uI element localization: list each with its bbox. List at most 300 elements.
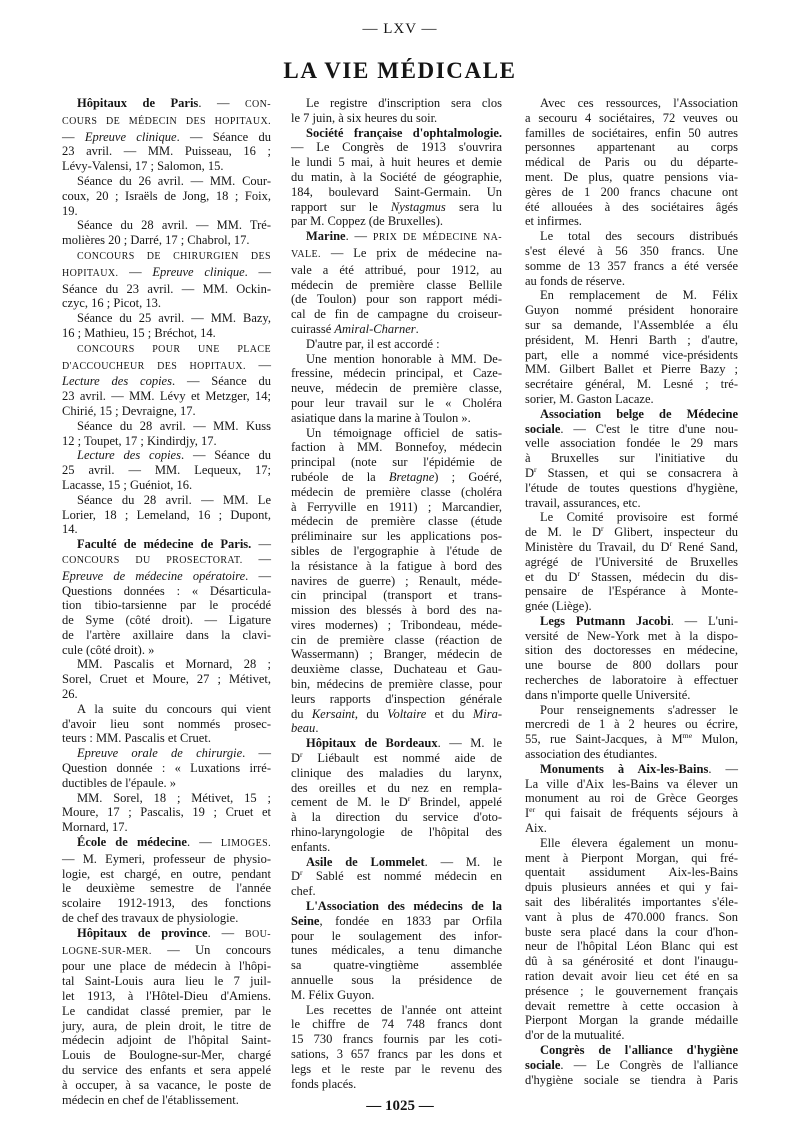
paragraph	[62, 248, 271, 311]
text-line: de chef des travaux de physiologie.	[62, 911, 239, 926]
small-caps-run: D'ACCOUCHEUR DES HOPITAUX.	[62, 360, 246, 372]
small-caps-run: CON-	[244, 99, 271, 110]
text-run: Mulon,	[692, 732, 738, 747]
text-line: 12 ; Toupet, 17 ; Kindirdjy, 17.	[62, 433, 217, 448]
text-line: fonds placés.	[291, 1076, 357, 1091]
text-line	[291, 707, 502, 722]
text-line: la résistance à la fatigue à bord des	[291, 558, 502, 573]
text-line: dans n'importe quelle Université.	[525, 687, 691, 702]
text-line: Le registre d'inscription sera clos	[306, 96, 502, 110]
text-line: présence ; le gouvernement français	[525, 983, 738, 998]
text-line: le lundi 5 mai, à huit heures et demie	[291, 155, 502, 170]
superscript: r	[407, 794, 411, 804]
section-heading: Hôpitaux de Bordeaux	[306, 736, 438, 751]
text-line: Elle élevera également un monu-	[540, 835, 738, 850]
emphasis: Epreuve de médecine opératoire	[62, 568, 246, 583]
text-line	[525, 1043, 738, 1058]
text-run: et du	[426, 706, 473, 721]
text-line: mission des blessés à bord des na-	[291, 603, 502, 618]
page-folio: — LXV —	[362, 21, 438, 37]
section-heading: Hôpitaux de province	[77, 925, 208, 940]
text-line: travail, assurances, etc.	[525, 495, 641, 510]
text-line: Pour renseignements s'adresser le	[540, 702, 738, 717]
text-line: médecin de première classe (choléra	[291, 484, 502, 499]
text-run: — Un concours	[151, 942, 271, 957]
text-line	[525, 570, 738, 585]
paragraph	[525, 229, 738, 288]
emphasis: Mira-	[472, 706, 503, 721]
emphasis: Lecture des copies	[77, 448, 181, 463]
emphasis: Bretagne	[388, 469, 435, 484]
text-run: . —	[207, 925, 245, 940]
paragraph	[291, 352, 502, 426]
text-line: Question donnée : « Luxations irré-	[62, 761, 271, 776]
text-line	[62, 552, 271, 569]
text-line: Sorel, Cruet et Moure, 27 ; Métivet,	[62, 672, 271, 687]
emphasis: Amiral-Charner	[334, 321, 416, 336]
text-line: pour leur travail sur le « Choléra	[291, 395, 502, 410]
text-line: quentait assidument Aix-les-Bains	[525, 865, 738, 880]
superscript: me	[682, 731, 693, 741]
text-line: coux, 20 ; Israëls de Jong, 18 ; Foix,	[62, 188, 271, 203]
text-line: Lacasse, 15 ; Guéniot, 16.	[62, 477, 193, 492]
text-line: Moure, 17 ; Pascalis, 19 ; Cruet et	[62, 805, 271, 820]
text-line: enfants.	[291, 839, 331, 854]
text-line: principal (note sur l'épidémie de	[291, 455, 502, 470]
text-line: ductibles de l'épaule. »	[62, 775, 177, 790]
text-line: sait des libéralités importantes s'éle-	[525, 895, 738, 910]
text-line	[525, 806, 738, 821]
text-line: neuve, médecin de première classe,	[291, 381, 502, 396]
section-heading: sociale	[525, 1057, 561, 1072]
section-heading: Asile de Lommelet	[306, 854, 425, 869]
text-line: ment. De plus, quatre pensions via-	[525, 169, 738, 184]
text-line: médecin en chef de l'établissement.	[62, 1092, 239, 1107]
text-run: Stassen, et qui se consacrera à	[536, 465, 738, 480]
text-line: 184, boulevard Saint-Germain. Un	[291, 184, 502, 199]
text-line: à occuper, à sa vacance, le poste de	[62, 1077, 271, 1092]
text-run: . —	[186, 835, 221, 850]
text-line	[291, 322, 502, 337]
text-line: — M. Eymeri, professeur de physio-	[62, 851, 271, 866]
text-line: La ville d'Aix les-Bains va élever un	[525, 776, 738, 791]
text-line: versité de New-York met à la dispo-	[525, 628, 738, 643]
text-line: par M. Coppez (de Bruxelles).	[291, 214, 444, 229]
text-line	[525, 466, 738, 481]
text-line	[62, 448, 271, 463]
text-line	[291, 751, 502, 766]
text-line: — Le Congrès de 1913 s'ouvrira	[291, 140, 502, 155]
text-line: ment à Pierpont Morgan, qui fré-	[525, 850, 738, 865]
text-line: tunes médicales, a tenu dimanche	[291, 943, 502, 958]
paragraph	[525, 407, 738, 511]
text-line: au fonds de réserve.	[525, 273, 625, 288]
text-line: chef.	[291, 884, 316, 899]
paragraph	[291, 426, 502, 737]
text-line: sations, 3 657 francs par les dons et	[291, 1047, 502, 1061]
text-run: . —	[242, 746, 272, 761]
paragraph	[525, 762, 738, 836]
section-heading: Société française d'ophtalmologie.	[306, 125, 502, 140]
text-line: de l'artère axillaire dans la clavi-	[62, 627, 271, 642]
paragraph	[525, 703, 738, 762]
text-line: s'est élevé à 56 350 francs. Une	[525, 243, 738, 258]
text-line: 16 ; Mathieu, 15 ; Bréchot, 14.	[62, 325, 216, 340]
paragraph	[62, 702, 271, 746]
text-line	[291, 914, 502, 929]
text-line: une bourse de 800 dollars pour	[525, 658, 738, 673]
text-run: Ministère du Travail, du D	[525, 539, 670, 554]
text-line: à Bruxelles sur l'initiative du	[525, 451, 738, 466]
column-1	[62, 96, 271, 1107]
text-line: président, M. Henri Barth ; d'autre,	[525, 332, 738, 347]
text-line: clinique des maladies du larynx,	[291, 765, 502, 780]
paragraph	[525, 288, 738, 406]
text-line: scolaire 1912-1913, des fonctions	[62, 896, 271, 911]
paragraph	[291, 229, 502, 337]
text-run: . —	[708, 761, 738, 776]
text-line: Les recettes de l'année ont atteint	[306, 1002, 502, 1017]
emphasis: Nystagmus	[390, 199, 446, 214]
paragraph	[525, 1043, 738, 1087]
text-line: sibles de l'ergographie à l'étude de	[291, 543, 502, 558]
text-line: dû à sa générosité et dont l'inaugu-	[525, 954, 738, 969]
text-line	[62, 835, 271, 852]
text-line	[525, 732, 738, 747]
section-heading: Association belge de Médecine	[540, 406, 738, 421]
text-line	[62, 569, 271, 584]
text-line	[291, 246, 502, 263]
text-line: sur sa demande, l'Assemblée a élu	[525, 317, 738, 332]
text-line: le deuxième semestre de l'année	[62, 881, 271, 896]
text-line: à Ferryville en 1911) ; Marcandier,	[291, 499, 502, 514]
paragraph	[62, 746, 271, 790]
small-caps-run: CONCOURS DU PROSECTORAT.	[62, 554, 243, 566]
paragraph	[525, 96, 738, 229]
text-line: somme de 13 357 francs a été versée	[525, 258, 738, 273]
emphasis: Epreuve orale de chirurgie	[77, 746, 243, 761]
text-run: Sablé est nommé médecin en	[302, 869, 502, 884]
paragraph	[62, 174, 271, 218]
emphasis: Epreuve clinique	[84, 129, 177, 144]
text-run: —	[62, 129, 85, 144]
text-line: MM. Pascalis et Mornard, 28 ;	[77, 657, 271, 672]
text-line: legs et le reste par le revenu des	[291, 1061, 502, 1076]
text-line: d'hygiène sociale se tiendra à Paris	[525, 1072, 738, 1087]
text-line: vires modernes) ; Tribondeau, méde-	[291, 617, 502, 632]
small-caps-run: CONCOURS DE CHIRURGIEN DES	[77, 250, 271, 262]
text-line: MM. Sorel, 18 ; Métivet, 15 ;	[77, 790, 271, 805]
text-line	[525, 614, 738, 629]
paragraph	[525, 510, 738, 614]
text-run: rapport sur le	[291, 199, 391, 214]
text-line: cal de fin de campagne du croiseur-	[291, 307, 502, 322]
text-line: médecin de première classe (étude	[291, 514, 502, 529]
text-line	[291, 200, 502, 215]
text-run: Glibert, inspecteur du	[603, 525, 738, 540]
text-line	[525, 525, 738, 540]
text-line: pensaire de l'Espérance à Monte-	[525, 584, 738, 599]
text-line: l'étude de toutes questions d'hygiène,	[525, 480, 738, 495]
text-line: 23 avril. — MM. Puisseau, 16 ;	[62, 144, 271, 159]
text-line: d'or de la mutualité.	[525, 1028, 625, 1043]
text-line: 14.	[62, 522, 78, 537]
text-line: bin, médecins de première classe, pour	[291, 677, 502, 692]
text-line: secrétaire général, M. Lesné ; tré-	[525, 377, 738, 392]
text-line: médical de Paris ou du départe-	[525, 155, 738, 170]
paragraph	[62, 835, 271, 926]
text-line: Lévy-Valensi, 17 ; Salomon, 15.	[62, 159, 224, 174]
text-line: agrégé de l'Université de Bruxelles	[525, 554, 738, 569]
text-line: le chiffre de 74 748 francs dont	[291, 1017, 502, 1032]
emphasis: beau	[291, 721, 316, 736]
text-line: a secouru 4 sociétaires, 72 veuves ou	[525, 110, 738, 125]
text-line: 15 730 francs fournis par les coti-	[291, 1032, 502, 1047]
text-line: Guyon nommé président honoraire	[525, 303, 738, 318]
small-caps-run: LIMOGES.	[220, 838, 272, 850]
superscript: r	[577, 568, 581, 578]
text-line	[525, 1058, 738, 1073]
text-run: cement de M. le D	[291, 795, 408, 810]
small-caps-run: CONCOURS POUR UNE PLACE	[77, 343, 271, 355]
text-line	[291, 855, 502, 870]
superscript: r	[534, 464, 537, 474]
text-line: MM. Gilbert Ballet et Pierre Bazy ;	[525, 362, 738, 377]
text-line: tal Saint-Louis aura lieu le 7 juil-	[62, 974, 271, 989]
text-run: —	[242, 551, 272, 566]
text-run: . —	[198, 96, 245, 110]
text-line: leurs rapports d'inspection générale	[291, 691, 502, 706]
text-line: à la direction du service d'oto-	[291, 810, 502, 825]
text-line	[62, 130, 271, 145]
text-line: Une mention honorable à MM. De-	[306, 351, 502, 366]
column-2	[291, 96, 502, 1091]
text-line	[62, 926, 271, 943]
section-heading: Legs Putmann Jacobi	[540, 613, 671, 628]
text-run: . —	[245, 568, 272, 583]
text-line: annuelle sous la présidence de	[291, 973, 502, 988]
text-line: du service des enfants et sera appelé	[62, 1063, 271, 1077]
text-line: pour une place de médecin à l'hôpi-	[62, 959, 271, 974]
text-run: D	[291, 869, 301, 884]
text-line	[291, 736, 502, 751]
text-line: neur de l'hôpital Léon Blanc qui est	[525, 939, 738, 954]
text-run: , du	[354, 706, 388, 721]
text-line: monument au roi de Grèce Georges	[525, 791, 738, 806]
superscript: r	[300, 749, 303, 759]
text-run: sera lu	[445, 199, 502, 214]
paragraph	[525, 836, 738, 1043]
text-line: cin principal (transport et trans-	[291, 588, 502, 603]
paragraph	[525, 614, 738, 703]
text-line: faction à MM. Bonnefoy, médecin	[291, 440, 502, 455]
text-run: René Sand,	[672, 539, 739, 554]
text-line: Questions données : « Désarticula-	[62, 583, 271, 598]
text-line	[62, 358, 271, 375]
text-line	[291, 899, 502, 914]
text-line: jury, aura, de plein droit, le titre de	[62, 1018, 271, 1033]
text-line: devait remettre à cette occasion à	[525, 998, 738, 1013]
text-run: et du D	[525, 569, 578, 584]
paragraph	[62, 311, 271, 341]
text-line: association des étudiantes.	[525, 747, 658, 762]
text-line: sa quatre-vingtième assemblée	[291, 958, 502, 973]
text-run: du	[291, 706, 312, 721]
paragraph	[291, 96, 502, 126]
text-line: Le candidat classé premier, par le	[62, 1003, 271, 1018]
text-run: ) ; Goéré,	[434, 469, 502, 484]
text-run: . — C'est le titre d'une nou-	[560, 421, 738, 436]
text-line: pour le soulagement des infor-	[291, 928, 502, 943]
text-line	[525, 762, 738, 777]
text-run: . — M. le	[437, 736, 502, 751]
section-heading: École de médecine	[77, 835, 187, 850]
text-line: logie, est chargé, en outre, pendant	[62, 866, 271, 881]
text-line: Séance du 26 avril. — MM. Cour-	[77, 173, 271, 188]
paragraph	[62, 657, 271, 701]
section-heading: L'Association des médecins de la	[306, 899, 502, 914]
text-line: asiatique dans la marine à Toulon ».	[291, 410, 471, 425]
emphasis: Kersaint	[311, 706, 355, 721]
section-heading: sociale	[525, 421, 561, 436]
text-line: teurs : MM. Pascalis et Cruet.	[62, 731, 211, 746]
text-line	[291, 721, 502, 736]
superscript: r	[601, 523, 604, 533]
text-run: , fondée en 1833 par Orfila	[319, 913, 502, 928]
text-run: cuirassé	[291, 321, 335, 336]
text-line: deuxième classe, Duchateau et Gau-	[291, 662, 502, 677]
text-run: Liébault est nommé aide de	[302, 751, 502, 766]
small-caps-run: PRIX DE MÉDECINE NA-	[372, 232, 503, 244]
text-line	[62, 265, 271, 282]
text-run: 55, rue Saint-Jacques, à M	[525, 732, 683, 747]
text-run: Brindel, appelé	[410, 795, 502, 810]
text-line: vant à plus de 470.000 francs. Son	[525, 909, 738, 924]
text-line: médecin adjoint de l'hôpital Saint-	[62, 1033, 271, 1048]
text-line: tion tibio-tarsienne par le procédé	[62, 598, 271, 613]
text-line: A la suite du concours qui vient	[77, 701, 271, 716]
text-line: Séance du 28 avril. — MM. Tré-	[77, 218, 271, 233]
text-line	[525, 422, 738, 437]
small-caps-run: COURS DE MÉDECIN DES HOPITAUX.	[62, 115, 271, 127]
emphasis: Lecture des copies	[62, 374, 172, 389]
paragraph	[62, 218, 271, 248]
text-run: qui faisait de fréquents séjours à	[535, 806, 738, 821]
text-line: fressine, médecin principal, et Caze-	[291, 366, 502, 381]
text-line	[62, 943, 271, 960]
text-line	[291, 229, 502, 246]
text-line	[291, 470, 502, 485]
text-line: familles de sociétaires, enfin 50 autres	[525, 125, 738, 140]
paragraph	[62, 493, 271, 537]
emphasis: Epreuve clinique	[152, 264, 245, 279]
text-line: cin de première classe (réaction de	[291, 632, 502, 647]
text-line: été allouées à des sociétaires âgés	[525, 199, 738, 214]
text-run: de M. le D	[525, 525, 602, 540]
text-line	[62, 537, 271, 552]
paragraph	[62, 341, 271, 419]
text-run: —	[251, 537, 272, 552]
text-line: d'avoir lieu sont nommés prosec-	[62, 716, 271, 731]
text-line	[62, 374, 271, 389]
text-line: dpuis plusieurs années et qui y fai-	[525, 880, 738, 895]
text-line: du matin, à la Société de géographie,	[291, 169, 502, 184]
section-heading: Hôpitaux de Paris	[77, 96, 199, 110]
text-line: recherches de laboratoire à effectuer	[525, 673, 738, 688]
text-line: Aix.	[525, 821, 547, 836]
text-line: navires de guerre) ; Renault, méde-	[291, 573, 502, 588]
paragraph	[291, 337, 502, 352]
text-line: le 7 juin, à six heures du soir.	[291, 110, 438, 125]
text-line: 25 avril. — MM. Lequeux, 17;	[62, 463, 271, 478]
text-line: mercredi de 1 à 2 heures ou écrire,	[525, 717, 738, 732]
paragraph	[291, 736, 502, 854]
text-run: Stassen, médecin du dis-	[580, 569, 738, 584]
emphasis: Voltaire	[387, 706, 427, 721]
text-line: En remplacement de M. Félix	[540, 288, 738, 303]
text-line: part, elle a nommé vice-présidents	[525, 347, 738, 362]
text-line: Un témoignage officiel de satis-	[306, 425, 502, 440]
text-line: Avec ces ressources, l'Association	[540, 96, 738, 110]
text-line	[62, 746, 271, 761]
text-run: . — Séance du	[176, 129, 271, 144]
superscript: r	[300, 868, 303, 878]
text-line: D'autre par, il est accordé :	[306, 336, 440, 351]
text-line: Le Comité provisoire est formé	[540, 510, 738, 525]
text-line: 19.	[62, 203, 78, 218]
paragraph	[291, 1003, 502, 1092]
text-line	[62, 248, 271, 265]
section-heading: Marine	[306, 229, 346, 244]
text-line	[525, 407, 738, 422]
text-run: . — Le Congrès de l'alliance	[560, 1057, 738, 1072]
section-heading: Faculté de médecine de Paris.	[77, 537, 252, 552]
paragraph	[291, 899, 502, 1003]
paragraph	[291, 855, 502, 899]
text-run: .	[415, 321, 419, 336]
text-line: gnée (Liège).	[525, 599, 592, 614]
text-line: médecin de première classe Bellile	[291, 277, 502, 292]
text-run: . — Séance du	[180, 448, 271, 463]
text-run: D	[291, 751, 301, 766]
small-caps-run: BOU-	[244, 928, 272, 940]
text-run: —	[245, 357, 271, 372]
text-run: — Le prix de médecine na-	[320, 245, 502, 260]
superscript: er	[529, 805, 536, 815]
text-line: Louis de Boulogne-sur-Mer, chargé	[62, 1048, 271, 1063]
text-line: Séance du 28 avril. — MM. Le	[77, 492, 271, 507]
text-run: . — L'uni-	[670, 613, 738, 628]
text-line: Le total des secours distribués	[540, 229, 738, 244]
text-line: Pierpont Morgan la grande médaille	[525, 1013, 738, 1028]
text-line	[525, 540, 738, 555]
text-run: rubéole de la	[291, 469, 389, 484]
text-line: (de Toulon) pour son rapport médi-	[291, 292, 502, 307]
section-title: LA VIE MÉDICALE	[283, 58, 517, 83]
text-line: ration devait avoir lieu cet été en sa	[525, 969, 738, 984]
text-run: I	[525, 806, 530, 821]
text-run: . —	[345, 229, 373, 244]
paragraph	[291, 126, 502, 230]
text-line: et infirmes.	[525, 214, 582, 229]
text-line: let 1913, à l'Hôtel-Dieu d'Amiens.	[62, 989, 271, 1004]
text-line: Séance du 25 avril. — MM. Bazy,	[77, 311, 271, 326]
text-line: des oreilles et du nez en rempla-	[291, 780, 502, 795]
text-line: czyc, 16 ; Picot, 13.	[62, 296, 161, 311]
text-line: Chirié, 15 ; Devraigne, 17.	[62, 403, 196, 418]
paragraph	[62, 419, 271, 449]
text-run: . —	[244, 264, 271, 279]
